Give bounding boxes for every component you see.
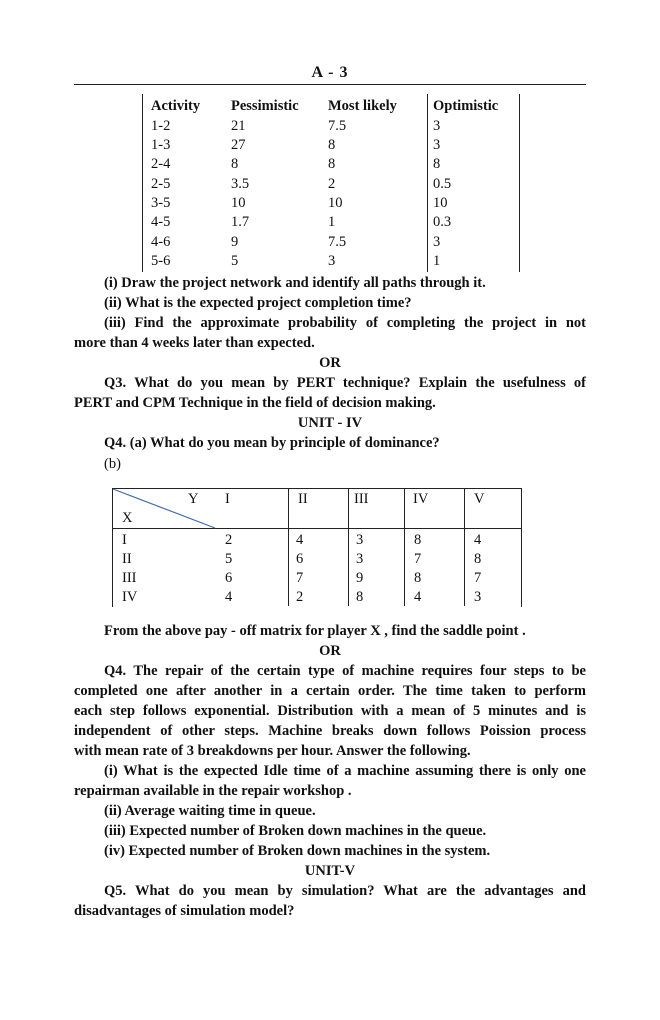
payoff-cell: 9 <box>356 570 364 586</box>
pert-header-cell: Activity <box>151 98 201 114</box>
payoff-column-divider <box>348 488 349 606</box>
pert-header-cell: Optimistic <box>433 98 499 114</box>
table-cell: 4-6 <box>151 234 171 250</box>
table-cell: 3 <box>433 137 441 153</box>
payoff-cell: 2 <box>296 589 304 605</box>
q5-text: Q5. What do you mean by simulation? What are the advantages and <box>104 883 586 899</box>
q4a-text: Q4. (a) What do you mean by principle of dominance? <box>104 435 440 451</box>
payoff-cell: 6 <box>225 570 233 586</box>
q3-text-continued: PERT and CPM Technique in the field of decision making. <box>74 395 436 411</box>
pert-header-cell: Most likely <box>328 98 397 114</box>
table-cell: 1 <box>433 253 441 269</box>
payoff-cell: 5 <box>225 551 233 567</box>
player-y-label: Y <box>188 491 199 507</box>
row-label: III <box>122 570 137 586</box>
question-part-ii: (ii) What is the expected project completion time? <box>104 295 412 311</box>
payoff-cell: 4 <box>414 589 422 605</box>
payoff-cell: 8 <box>356 589 364 605</box>
header-rule <box>74 84 586 85</box>
payoff-matrix <box>112 488 522 606</box>
player-x-label: X <box>122 510 133 526</box>
table-cell: 9 <box>231 234 239 250</box>
question-part-iii: (iii) Find the approximate probability of completing the project in not <box>104 315 586 331</box>
table-cell: 8 <box>328 156 336 172</box>
q4-alt-text: completed one after another in a certain order. The time taken to perform <box>74 683 586 699</box>
page-header: A - 3 <box>311 64 349 81</box>
table-cell: 10 <box>433 195 448 211</box>
table-cell: 10 <box>231 195 246 211</box>
table-cell: 1.7 <box>231 214 250 230</box>
payoff-cell: 4 <box>225 589 233 605</box>
table-cell: 8 <box>328 137 336 153</box>
row-label: IV <box>122 589 138 605</box>
column-header: II <box>298 491 308 507</box>
table-cell: 1-3 <box>151 137 171 153</box>
table-row <box>143 137 519 157</box>
table-cell: 3-5 <box>151 195 171 211</box>
table-cell: 7.5 <box>328 234 347 250</box>
column-header: III <box>354 491 369 507</box>
q4-alt-part-i: (i) What is the expected Idle time of a machine assuming there is only one <box>104 763 586 779</box>
table-cell: 8 <box>433 156 441 172</box>
payoff-cell: 2 <box>225 532 233 548</box>
payoff-cell: 8 <box>414 532 422 548</box>
unit-heading: UNIT-V <box>304 863 356 879</box>
q4-alt-text: independent of other steps. Machine breaks down follows Poission process <box>74 723 586 739</box>
table-cell: 1-2 <box>151 118 171 134</box>
table-cell: 2-4 <box>151 156 171 172</box>
column-header: V <box>474 491 485 507</box>
q5-text-continued: disadvantages of simulation model? <box>74 903 295 919</box>
q4b-label: (b) <box>104 456 121 472</box>
payoff-column-divider <box>288 488 289 606</box>
table-cell: 0.3 <box>433 214 452 230</box>
table-row <box>143 234 519 254</box>
payoff-column-divider <box>404 488 405 606</box>
q4-alt-part-i-continued: repairman available in the repair workshop . <box>74 783 352 799</box>
table-row <box>143 195 519 215</box>
payoff-question: From the above pay - off matrix for player X , find the saddle point . <box>104 623 526 639</box>
table-cell: 5 <box>231 253 239 269</box>
table-cell: 2 <box>328 176 336 192</box>
payoff-cell: 3 <box>356 551 364 567</box>
column-header: IV <box>413 491 429 507</box>
or-separator: OR <box>319 643 341 659</box>
q4-alt-text: with mean rate of 3 breakdowns per hour. Answer the following. <box>74 743 471 759</box>
table-cell: 10 <box>328 195 343 211</box>
payoff-cell: 8 <box>474 551 482 567</box>
payoff-cell: 3 <box>474 589 482 605</box>
table-cell: 3 <box>433 118 441 134</box>
payoff-cell: 7 <box>474 570 482 586</box>
table-cell: 3 <box>433 234 441 250</box>
table-cell: 7.5 <box>328 118 347 134</box>
q4-alt-text: each step follows exponential. Distribution with a mean of 5 minutes and is <box>74 703 586 719</box>
q4-alt-text: Q4. The repair of the certain type of machine requires four steps to be <box>104 663 586 679</box>
q4-alt-part-ii: (ii) Average waiting time in queue. <box>104 803 316 819</box>
payoff-cell: 7 <box>296 570 304 586</box>
row-label: II <box>122 551 132 567</box>
q4-alt-part-iii: (iii) Expected number of Broken down machines in the queue. <box>104 823 487 839</box>
pert-table <box>142 94 520 272</box>
table-row <box>143 118 519 138</box>
table-cell: 27 <box>231 137 246 153</box>
question-part-i: (i) Draw the project network and identify all paths through it. <box>104 275 486 291</box>
or-separator: OR <box>319 355 341 371</box>
table-cell: 3 <box>328 253 336 269</box>
table-row <box>143 214 519 234</box>
table-cell: 5-6 <box>151 253 171 269</box>
table-cell: 0.5 <box>433 176 452 192</box>
table-cell: 2-5 <box>151 176 171 192</box>
q3-text: Q3. What do you mean by PERT technique? Explain the usefulness of <box>104 375 586 391</box>
table-cell: 3.5 <box>231 176 250 192</box>
table-cell: 4-5 <box>151 214 171 230</box>
column-header: I <box>225 491 230 507</box>
table-cell: 1 <box>328 214 336 230</box>
table-row <box>143 253 519 273</box>
payoff-cell: 7 <box>414 551 422 567</box>
row-label: I <box>122 532 127 548</box>
table-row <box>143 156 519 176</box>
table-cell: 8 <box>231 156 239 172</box>
unit-heading: UNIT - IV <box>297 415 363 431</box>
pert-table-header <box>143 98 519 118</box>
payoff-cell: 4 <box>474 532 482 548</box>
table-row <box>143 176 519 196</box>
pert-header-cell: Pessimistic <box>231 98 299 114</box>
payoff-cell: 3 <box>356 532 364 548</box>
question-part-iii-continued: more than 4 weeks later than expected. <box>74 335 315 351</box>
payoff-column-divider <box>464 488 465 606</box>
table-cell: 21 <box>231 118 246 134</box>
payoff-cell: 4 <box>296 532 304 548</box>
payoff-cell: 6 <box>296 551 304 567</box>
payoff-cell: 8 <box>414 570 422 586</box>
q4-alt-part-iv: (iv) Expected number of Broken down machines in the system. <box>104 843 491 859</box>
